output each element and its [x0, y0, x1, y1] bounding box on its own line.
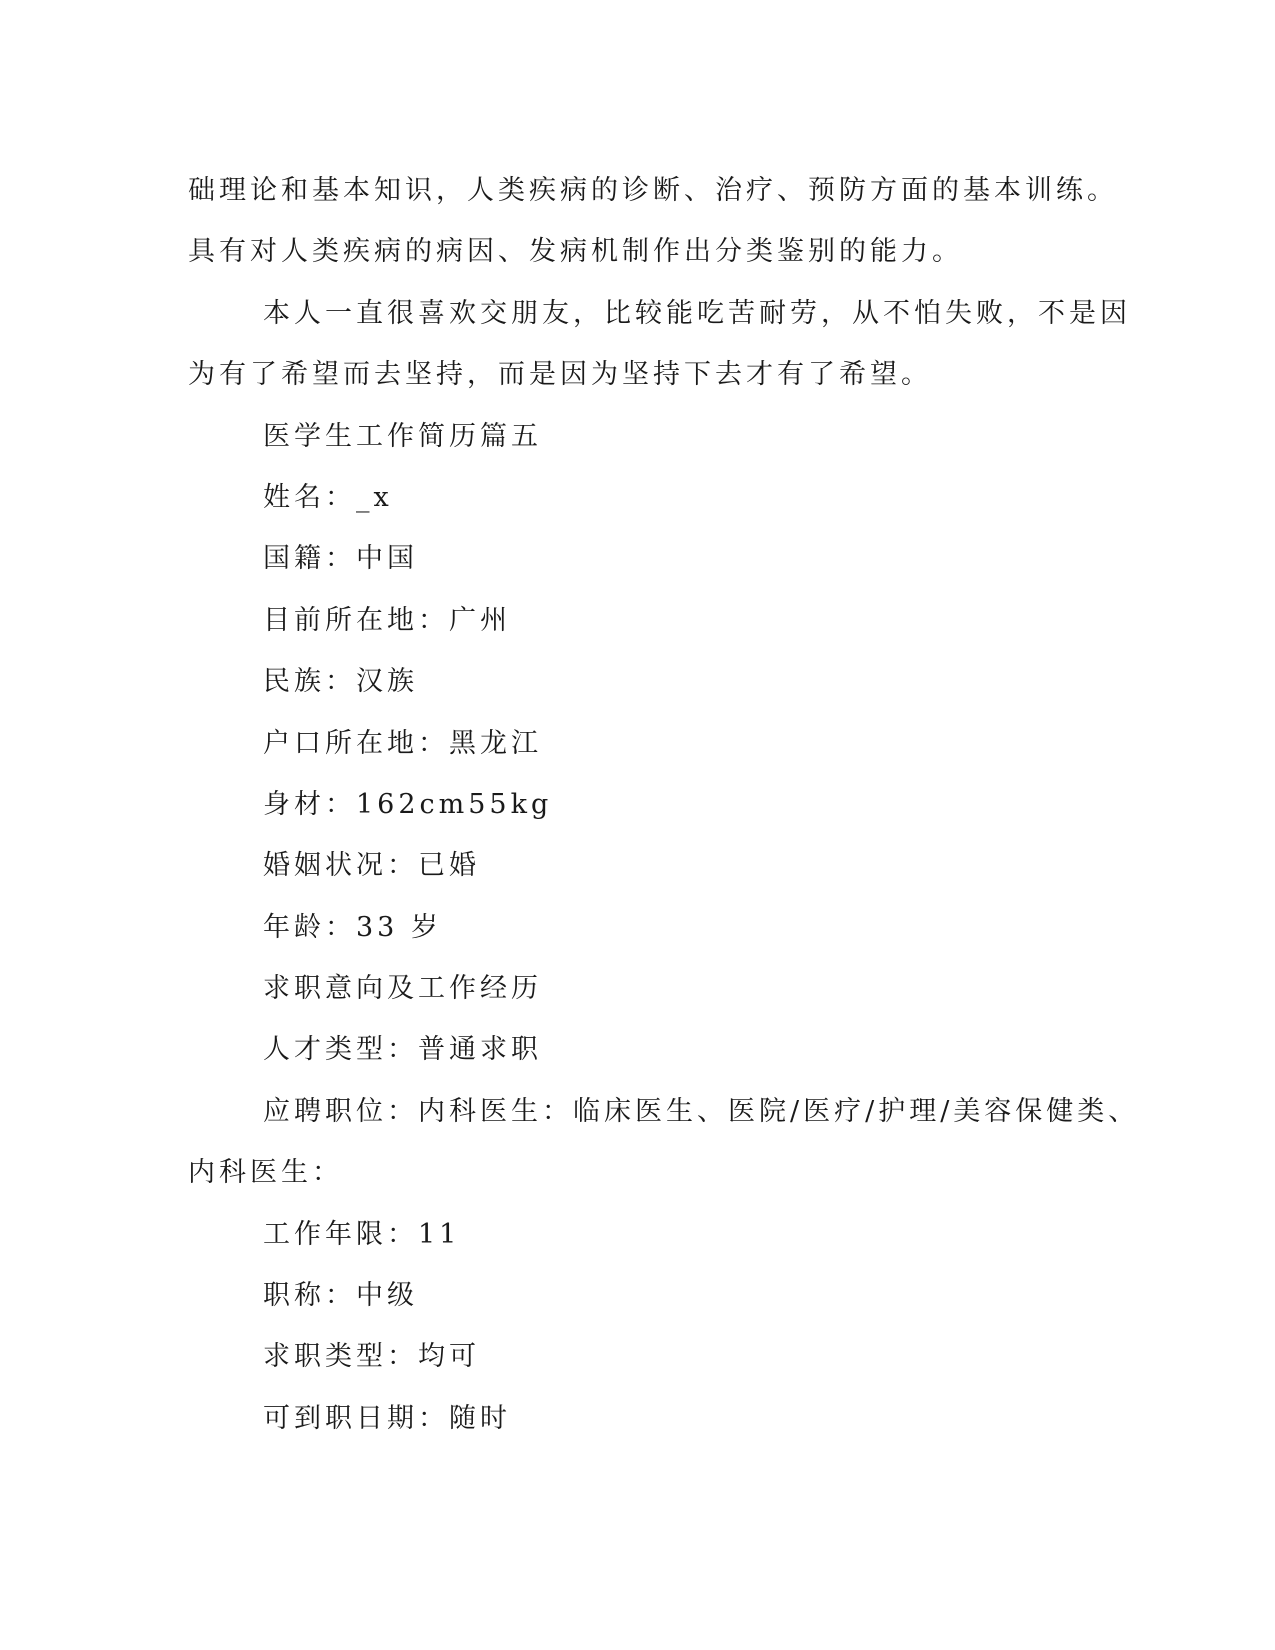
field-talent-type: 人才类型：普通求职 — [263, 1034, 542, 1066]
field-name: 姓名：_x — [263, 481, 393, 513]
field-position: 应聘职位：内科医生：临床医生、医院/医疗/护理/美容保健类、 — [263, 1095, 1140, 1127]
field-position-continued: 内科医生： — [188, 1157, 343, 1189]
paragraph-line: 本人一直很喜欢交朋友，比较能吃苦耐劳，从不怕失败，不是因 — [263, 297, 1131, 329]
field-work-years: 工作年限：11 — [263, 1218, 461, 1250]
section-heading: 医学生工作简历篇五 — [263, 420, 542, 452]
field-title: 职称：中级 — [263, 1280, 418, 1312]
field-stature: 身材：162cm55kg — [263, 788, 553, 820]
paragraph-line: 础理论和基本知识，人类疾病的诊断、治疗、预防方面的基本训练。 — [188, 175, 1118, 206]
paragraph-line: 具有对人类疾病的病因、发病机制作出分类鉴别的能力。 — [188, 236, 963, 268]
field-marital-status: 婚姻状况：已婚 — [263, 850, 480, 882]
field-nationality: 国籍：中国 — [263, 543, 418, 575]
subsection-heading: 求职意向及工作经历 — [263, 973, 542, 1005]
paragraph-line: 为有了希望而去坚持，而是因为坚持下去才有了希望。 — [188, 359, 932, 391]
field-start-date: 可到职日期：随时 — [263, 1402, 511, 1434]
field-ethnicity: 民族：汉族 — [263, 666, 418, 698]
field-job-type: 求职类型：均可 — [263, 1341, 480, 1373]
field-current-location: 目前所在地：广州 — [263, 604, 511, 636]
field-age: 年龄：33 岁 — [263, 911, 442, 943]
document-body — [188, 160, 1140, 1449]
field-hukou: 户口所在地：黑龙江 — [263, 727, 542, 759]
